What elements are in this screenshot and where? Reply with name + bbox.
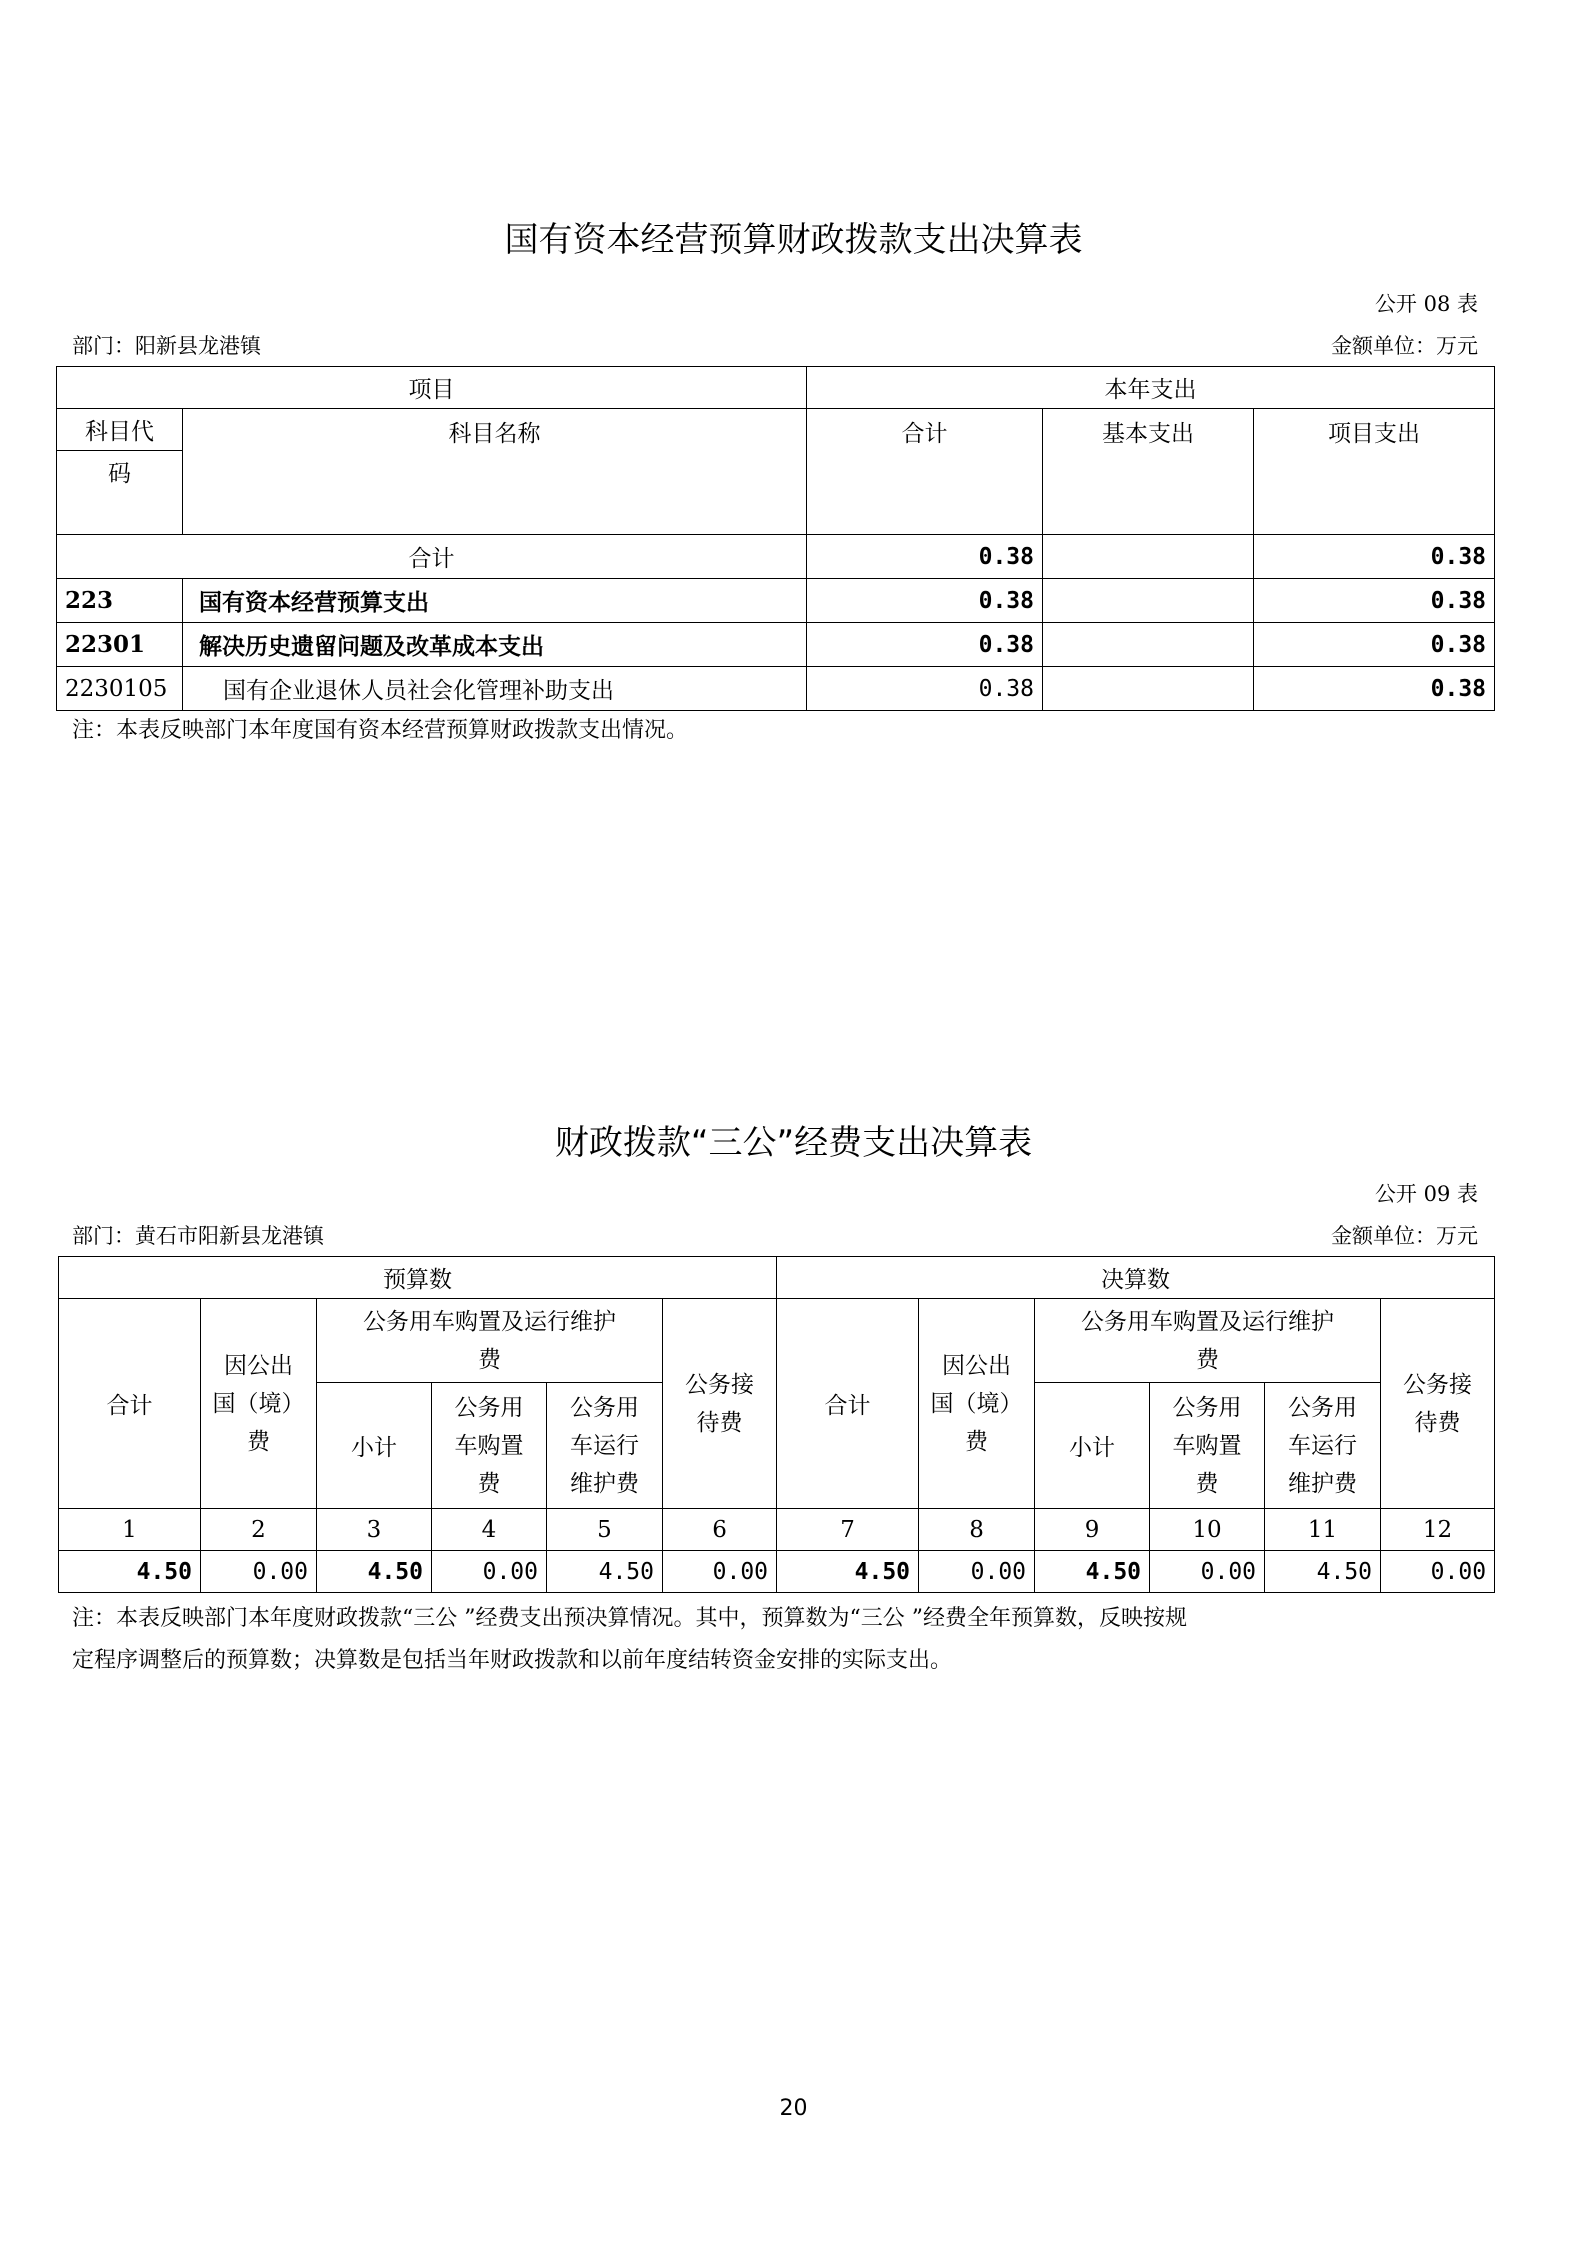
row-code: 22301: [57, 623, 183, 667]
table-row: [57, 579, 1495, 623]
value-cell: 4.50: [59, 1551, 201, 1593]
row-project: 0.38: [1254, 667, 1495, 711]
table09-title: 财政拨款“三公”经费支出决算表: [554, 1123, 1033, 1163]
header-item: 项目: [57, 367, 807, 409]
row-name: 国有企业退休人员社会化管理补助支出: [183, 667, 807, 711]
value-cell: 4.50: [1265, 1551, 1381, 1593]
table09: [58, 1256, 1495, 1593]
budget-total-header: 合计: [59, 1299, 201, 1509]
table09-department: 部门：黄石市阳新县龙港镇: [72, 1224, 324, 1248]
value-cell: 0.00: [1150, 1551, 1265, 1593]
table09-note-line1: 注：本表反映部门本年度财政拨款“三公 ”经费支出预决算情况。其中，预算数为“三公 ”经费全年预算数，反映按规: [72, 1606, 1187, 1631]
table-row: [57, 667, 1495, 711]
table08-department: 部门：阳新县龙港镇: [72, 334, 261, 358]
column-number: 3: [317, 1509, 432, 1551]
value-cell: 0.00: [1381, 1551, 1495, 1593]
page-number: 20: [779, 2096, 808, 2121]
table08-code: 公开 08 表: [1374, 292, 1478, 316]
final-abroad-header: 因公出 国（境） 费: [919, 1299, 1035, 1509]
value-cell: 0.00: [663, 1551, 777, 1593]
column-number: 9: [1035, 1509, 1150, 1551]
table-row: [57, 623, 1495, 667]
column-number: 11: [1265, 1509, 1381, 1551]
header-subject-code-top: 科目代: [57, 409, 183, 451]
column-number-row: [59, 1509, 1495, 1551]
budget-purchase-header: 公务用 车购置 费: [432, 1383, 547, 1509]
value-cell: 0.00: [919, 1551, 1035, 1593]
column-number: 10: [1150, 1509, 1265, 1551]
value-cell: 0.00: [432, 1551, 547, 1593]
row-project: 0.38: [1254, 623, 1495, 667]
final-total-header: 合计: [777, 1299, 919, 1509]
value-cell: 4.50: [1035, 1551, 1150, 1593]
final-purchase-header: 公务用 车购置 费: [1150, 1383, 1265, 1509]
row-code: 2230105: [57, 667, 183, 711]
header-subject-name: 科目名称: [183, 409, 807, 535]
header-budget: 预算数: [59, 1257, 777, 1299]
table09-code: 公开 09 表: [1374, 1182, 1478, 1206]
value-cell: 4.50: [547, 1551, 663, 1593]
header-basic: 基本支出: [1043, 409, 1254, 535]
budget-abroad-header: 因公出 国（境） 费: [201, 1299, 317, 1509]
table08-unit: 金额单位：万元: [1331, 334, 1478, 358]
total-row: [57, 535, 1495, 579]
row-total: 0.38: [807, 579, 1043, 623]
row-total: 0.38: [807, 623, 1043, 667]
row-total: 0.38: [807, 667, 1043, 711]
value-cell: 4.50: [777, 1551, 919, 1593]
budget-operation-header: 公务用 车运行 维护费: [547, 1383, 663, 1509]
column-number: 6: [663, 1509, 777, 1551]
column-number: 4: [432, 1509, 547, 1551]
header-subject-code-bottom: 码: [57, 451, 183, 535]
column-number: 12: [1381, 1509, 1495, 1551]
column-number: 8: [919, 1509, 1035, 1551]
final-car-header: 公务用车购置及运行维护 费: [1035, 1299, 1381, 1383]
budget-car-header: 公务用车购置及运行维护 费: [317, 1299, 663, 1383]
budget-subtotal-header: 小计: [317, 1383, 432, 1509]
column-number: 2: [201, 1509, 317, 1551]
column-number: 5: [547, 1509, 663, 1551]
final-reception-header: 公务接 待费: [1381, 1299, 1495, 1509]
total-label: 合计: [57, 535, 807, 579]
row-name: 解决历史遗留问题及改革成本支出: [183, 623, 807, 667]
total-value: 0.38: [807, 535, 1043, 579]
table08-title: 国有资本经营预算财政拨款支出决算表: [504, 220, 1083, 260]
column-number: 1: [59, 1509, 201, 1551]
table08: [56, 366, 1495, 711]
budget-reception-header: 公务接 待费: [663, 1299, 777, 1509]
row-name: 国有资本经营预算支出: [183, 579, 807, 623]
row-code: 223: [57, 579, 183, 623]
row-basic: [1043, 623, 1254, 667]
value-cell: 4.50: [317, 1551, 432, 1593]
row-basic: [1043, 579, 1254, 623]
row-basic: [1043, 667, 1254, 711]
header-current-year: 本年支出: [807, 367, 1495, 409]
column-number: 7: [777, 1509, 919, 1551]
total-project: 0.38: [1254, 535, 1495, 579]
value-row: [59, 1551, 1495, 1593]
header-final: 决算数: [777, 1257, 1495, 1299]
header-project: 项目支出: [1254, 409, 1495, 535]
final-subtotal-header: 小计: [1035, 1383, 1150, 1509]
table08-note: 注：本表反映部门本年度国有资本经营预算财政拨款支出情况。: [72, 718, 689, 743]
total-basic: [1043, 535, 1254, 579]
table09-unit: 金额单位：万元: [1331, 1224, 1478, 1248]
value-cell: 0.00: [201, 1551, 317, 1593]
final-operation-header: 公务用 车运行 维护费: [1265, 1383, 1381, 1509]
header-total: 合计: [807, 409, 1043, 535]
row-project: 0.38: [1254, 579, 1495, 623]
table09-note-line2: 定程序调整后的预算数；决算数是包括当年财政拨款和以前年度结转资金安排的实际支出。: [72, 1648, 953, 1673]
